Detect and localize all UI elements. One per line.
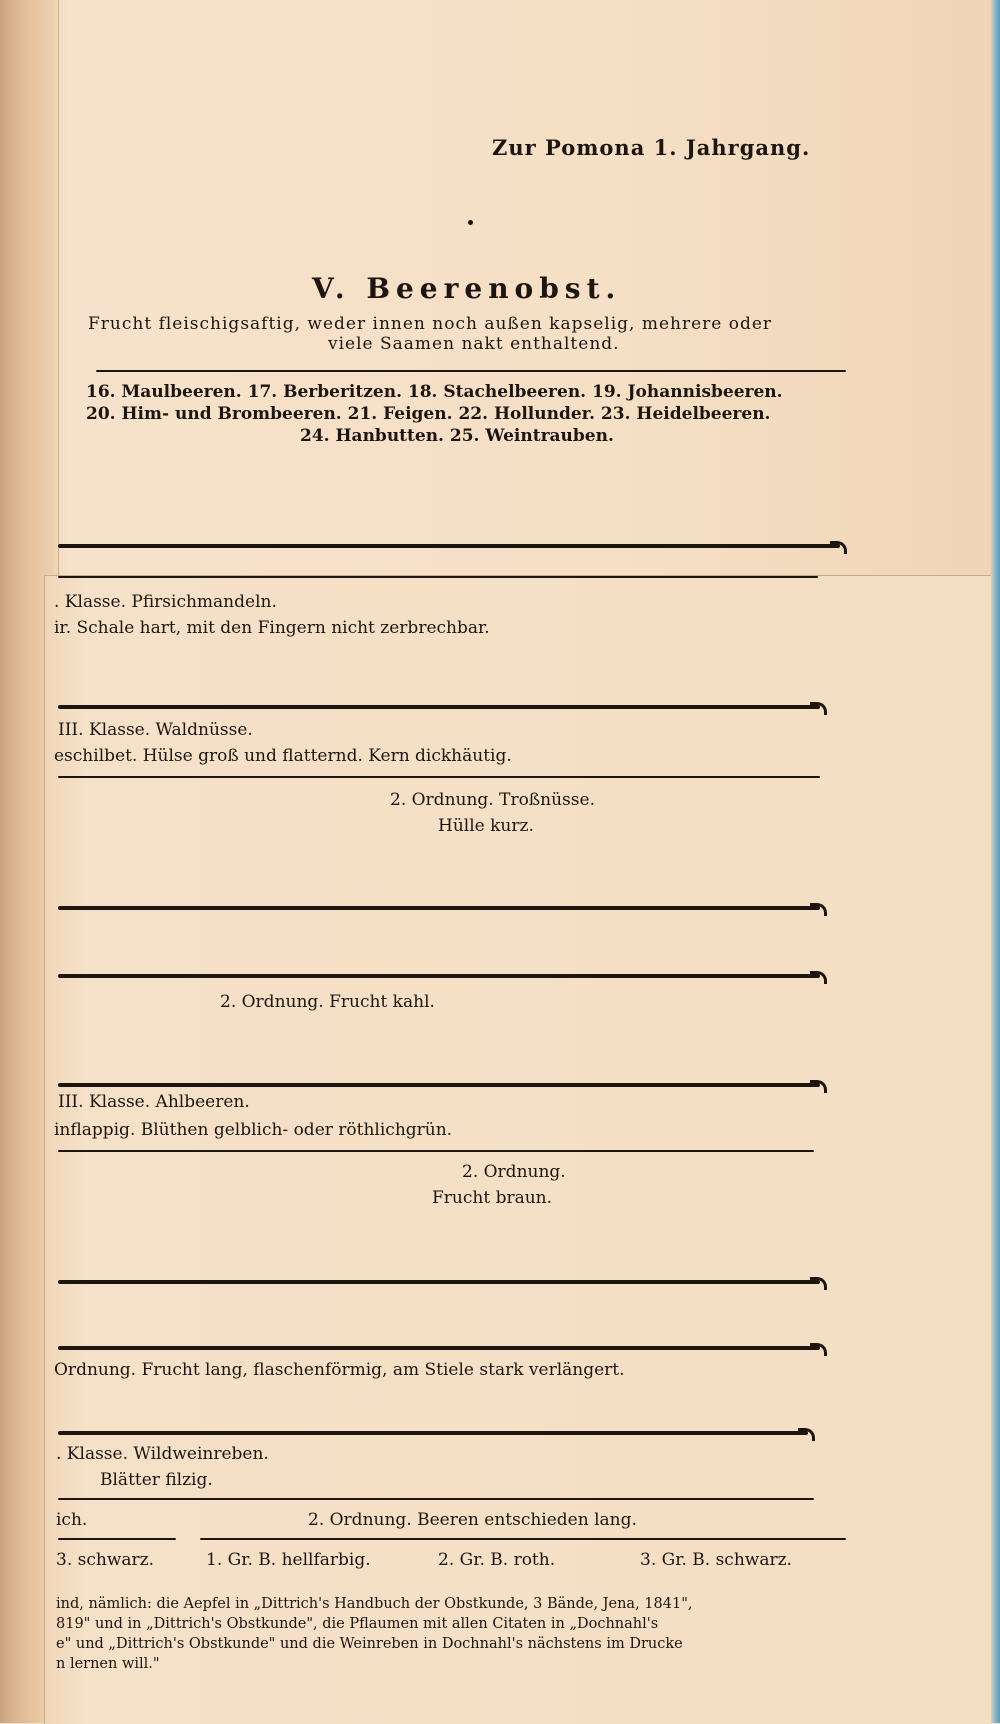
order-heading-6: 2. Ordnung. Beeren entschieden lang. <box>308 1510 637 1530</box>
class-heading-2: III. Klasse. Waldnüsse. <box>58 720 253 740</box>
order-heading-5: Ordnung. Frucht lang, flaschenförmig, am Stiele stark verlängert. <box>54 1360 625 1380</box>
ink-speck <box>468 220 473 225</box>
class-description-1: ir. Schale hart, mit den Fingern nicht zerbrechbar. <box>54 618 490 638</box>
genus-list-line-1: 16. Maulbeeren. 17. Berberitzen. 18. Stachelbeeren. 19. Johannisbeeren. <box>86 382 783 402</box>
decorative-rule <box>96 370 846 372</box>
genus-list-line-2: 20. Him- und Brombeeren. 21. Feigen. 22. Hollunder. 23. Heidelbeeren. <box>86 404 771 424</box>
divider-rule <box>58 1346 820 1350</box>
class-description-2: eschilbet. Hülse groß und flatternd. Kern dickhäutig. <box>54 746 512 766</box>
running-header: Zur Pomona 1. Jahrgang. <box>492 135 811 160</box>
section-description-line-1: Frucht fleischigsaftig, weder innen noch außen kapselig, mehrere oder <box>88 314 773 334</box>
divider-rule <box>58 1280 820 1284</box>
decorative-rule <box>58 776 820 778</box>
footnote-line-2: 819" und in „Dittrich's Obstkunde", die Pflaumen mit allen Citaten in „Dochnahl's <box>56 1616 659 1632</box>
rule-hook <box>830 541 847 554</box>
decorative-rule <box>58 1150 814 1152</box>
divider-rule <box>58 974 820 978</box>
footnote-line-4: n lernen will." <box>56 1656 160 1672</box>
class-heading-6: . Klasse. Wildweinreben. <box>56 1444 269 1464</box>
section-rule <box>58 544 840 548</box>
section-title: V. Beerenobst. <box>312 272 622 305</box>
section-description-line-2: viele Saamen nakt enthaltend. <box>328 334 620 354</box>
sheet-top-rule <box>58 576 818 578</box>
divider-rule <box>58 705 820 709</box>
divider-rule <box>58 906 820 910</box>
footnote-line-3: e" und „Dittrich's Obstkunde" und die Weinreben in Dochnahl's nächstens im Drucke <box>56 1636 683 1652</box>
group-label-1: 3. schwarz. <box>56 1550 154 1570</box>
divider-rule <box>58 1431 808 1435</box>
class-description-6: Blätter filzig. <box>100 1470 213 1490</box>
order-description-4: Frucht braun. <box>432 1188 553 1208</box>
order-heading-3: 2. Ordnung. Frucht kahl. <box>220 992 435 1012</box>
group-label-2: 1. Gr. B. hellfarbig. <box>206 1550 371 1570</box>
class-description-4: inflappig. Blüthen gelblich- oder röthlichgrün. <box>54 1120 453 1140</box>
decorative-rule-right <box>200 1538 846 1540</box>
footnote-line-1: ind, nämlich: die Aepfel in „Dittrich's Handbuch der Obstkunde, 3 Bände, Jena, 1841", <box>56 1596 693 1612</box>
page-edge <box>990 0 1000 1723</box>
divider-rule <box>58 1083 820 1087</box>
decorative-rule <box>58 1498 814 1500</box>
order-heading-4: 2. Ordnung. <box>462 1162 566 1182</box>
genus-list-line-3: 24. Hanbutten. 25. Weintrauben. <box>300 426 614 446</box>
group-label-3: 2. Gr. B. roth. <box>438 1550 556 1570</box>
class-heading-4: III. Klasse. Ahlbeeren. <box>58 1092 250 1112</box>
group-label-4: 3. Gr. B. schwarz. <box>640 1550 792 1570</box>
order-heading-2: 2. Ordnung. Troßnüsse. <box>390 790 595 810</box>
decorative-rule-left <box>58 1538 176 1540</box>
order-description-2: Hülle kurz. <box>438 816 534 836</box>
fragment-6: ich. <box>56 1510 88 1530</box>
class-heading-1: . Klasse. Pfirsichmandeln. <box>54 592 277 612</box>
